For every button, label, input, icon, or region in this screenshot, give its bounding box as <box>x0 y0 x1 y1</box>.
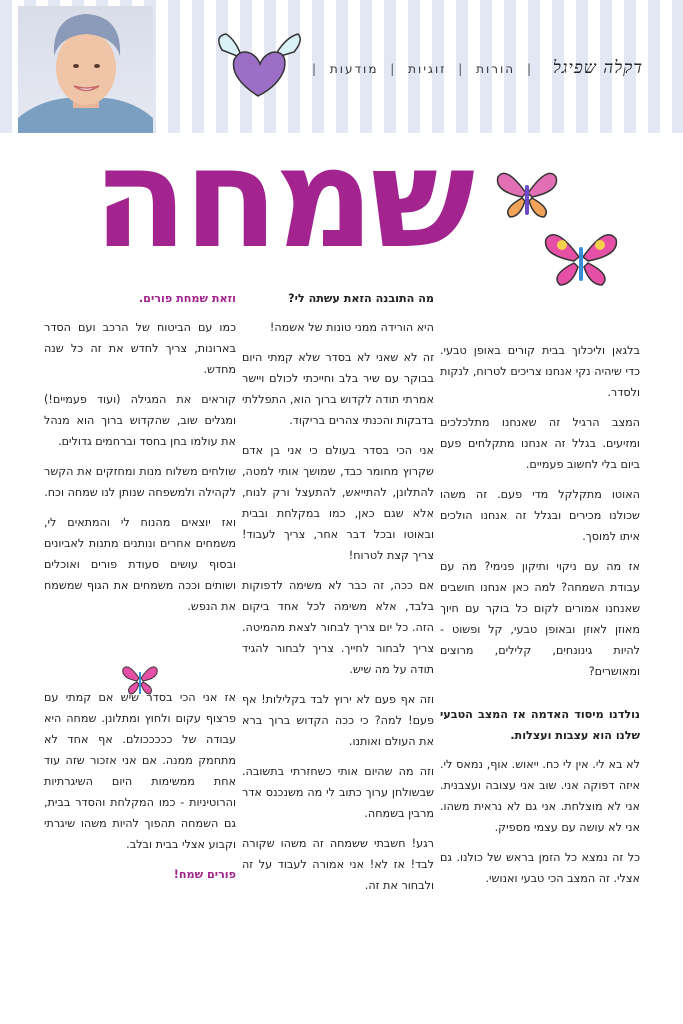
paragraph: לא בא לי. אין לי כח. ייאוש. אוף, נמאס לי. איזה דפוקה אני. שוב אני עצובה ועצבנית. אני לא מוצלחת. אני גם לא נראית משהו. אני לא עושה עם עצמי מספיק. <box>440 758 640 834</box>
nav-separator: | <box>390 62 397 76</box>
paragraph: וזה אף פעם לא ירוץ לבד בקלילות! אף פעם! למה? כי ככה הקדוש ברוך ברא את העולם ואותנו. <box>242 693 434 748</box>
paragraph: זה לא שאני לא בסדר שלא קמתי היום בבוקר עם שיר בלב וחייכתי לכולם ויישר אמרתי תודה לקדוש ברוך הוא, התפללתי בדבקות והכנתי צהרים בריקוד. <box>242 351 434 427</box>
paragraph: אם ככה, זה כבר לא משימה לדפוקות בלבד, אלא משימה לכל אחד ביקום הזה. כל יום צריך לבחור לצאת מהמיטה. צריך לבחור לחייך. צריך לבחור להגיד תודה על מה שיש. <box>242 579 434 676</box>
paragraph: קוראים את המגילה (ועוד פעמיים!) ומגלים שוב, שהקדוש ברוך הוא מנהל את עולמו בחן בחסד וברחמים גדולים. <box>44 393 236 448</box>
butterfly-icon <box>492 165 562 225</box>
paragraph: ואז יוצאים מהנוח לי והמתאים לי, משמחים אחרים ונותנים מתנות לאביונים ובסוף עושים סעודת פורים ואוכלים ושותים וככה משמחים את הגוף שמשמח את הנפש. <box>44 516 236 613</box>
paragraph: שולחים משלוח מנות ומחזקים את הקשר לקהילה ולמשפחה שנותן לנו שמחה וכח. <box>44 465 236 499</box>
nav-item-awareness[interactable]: מודעות <box>329 62 379 76</box>
page-title: שמחה <box>92 118 471 279</box>
nav-separator: | <box>458 62 465 76</box>
nav-separator: | <box>311 62 318 76</box>
paragraph: אני הכי בסדר בעולם כי אני בן אדם שקרוץ מחומר כבד, שמושך אותי למטה, להתלונן, להתייאש, להתעצל ורק לנוח, אלא שגם כאן, כמו במקלחת ובבית ובאוטו ובכל דבר אחר, צריך לעבוד! צריך קצת לטרוח! <box>242 444 434 562</box>
brand-logo: דקלה שפיגל <box>552 58 643 78</box>
heart-with-wings-icon <box>212 30 304 102</box>
paragraph: כל זה נמצא כל הזמן בראש של כולנו. גם אצלי. זה המצב הכי טבעי ואנושי. <box>440 851 640 885</box>
top-navigation <box>306 58 643 78</box>
paragraph: אז מה עם ניקוי ותיקון פנימי? מה עם עבודת השמחה? למה כאן אנחנו חושבים שאנחנו אמורים לקום כל בוקר עם חיוך מאוזן לאוזן ובאופן טבעי, קל ופשוט - להיות גינונחים, קלילים, מרוצים ומאושרים? <box>440 560 640 678</box>
closing-greeting: פורים שמח! <box>173 868 236 881</box>
article-column-right <box>440 340 640 898</box>
paragraph: וזה מה שהיום אותי כשחזרתי בתשובה. שבשולחן ערוך כתוב לי מה משנכנס אדר מרבין בשמחה. <box>242 765 434 820</box>
paragraph: בלגאן וליכלוך בבית קורים באופן טבעי. כדי שיהיה נקי אנחנו צריכים לטרוח, לנקות ולסדר. <box>440 344 640 399</box>
section-heading: נולדנו מיסוד האדמה אז המצב הטבעי שלנו הוא עצבות ועצלות. <box>440 708 640 742</box>
paragraph: אז אני הכי בסדר שיש אם קמתי עם פרצוף עקום ולחוץ ומתלונן. שמחה היא עבודה של כככככולם. אף אחד לא מתחמק ממנה. אם אני אזכור שזה עוד אחת ממשימות היום השיגרתיות והרוטיניות - כמו המקלחת והסדר בבית, גם השמחה תהפוך להיות משהו שיגרתי וקבוע אצלי בבית ובלב. <box>44 691 236 851</box>
nav-separator: | <box>526 62 534 76</box>
paragraph: היא הורידה ממני טונות של אשמה! <box>269 321 434 334</box>
section-heading: וזאת שמחת פורים. <box>138 292 236 305</box>
nav-item-relationships[interactable]: זוגיות <box>408 62 447 76</box>
paragraph: המצב הרגיל זה שאנחנו מתלכלכים ומזיעים. בגלל זה אנחנו מתקלחים פעם ביום בלי לחשוב פעמיים. <box>440 416 640 471</box>
section-heading: מה התובנה הזאת עשתה לי? <box>288 292 434 305</box>
butterfly-icon <box>540 225 622 293</box>
article-column-left <box>44 288 236 894</box>
nav-item-parenting[interactable]: הורות <box>476 62 516 76</box>
paragraph: רגע! חשבתי ששמחה זה משהו שקורה לבד! אז לא! אני אמורה לעבוד על זה ולבחור את זה. <box>242 837 434 892</box>
paragraph: כמו עם הביטוח של הרכב ועם הסדר בארונות, צריך לחדש את זה כל שנה מחדש. <box>44 321 236 376</box>
author-photo <box>18 6 153 133</box>
paragraph: האוטו מתקלקל מדי פעם. זה משהו שכולנו מכירים ובגלל זה אנחנו הולכים איתו למוסך. <box>440 488 640 543</box>
article-column-middle <box>242 288 434 905</box>
